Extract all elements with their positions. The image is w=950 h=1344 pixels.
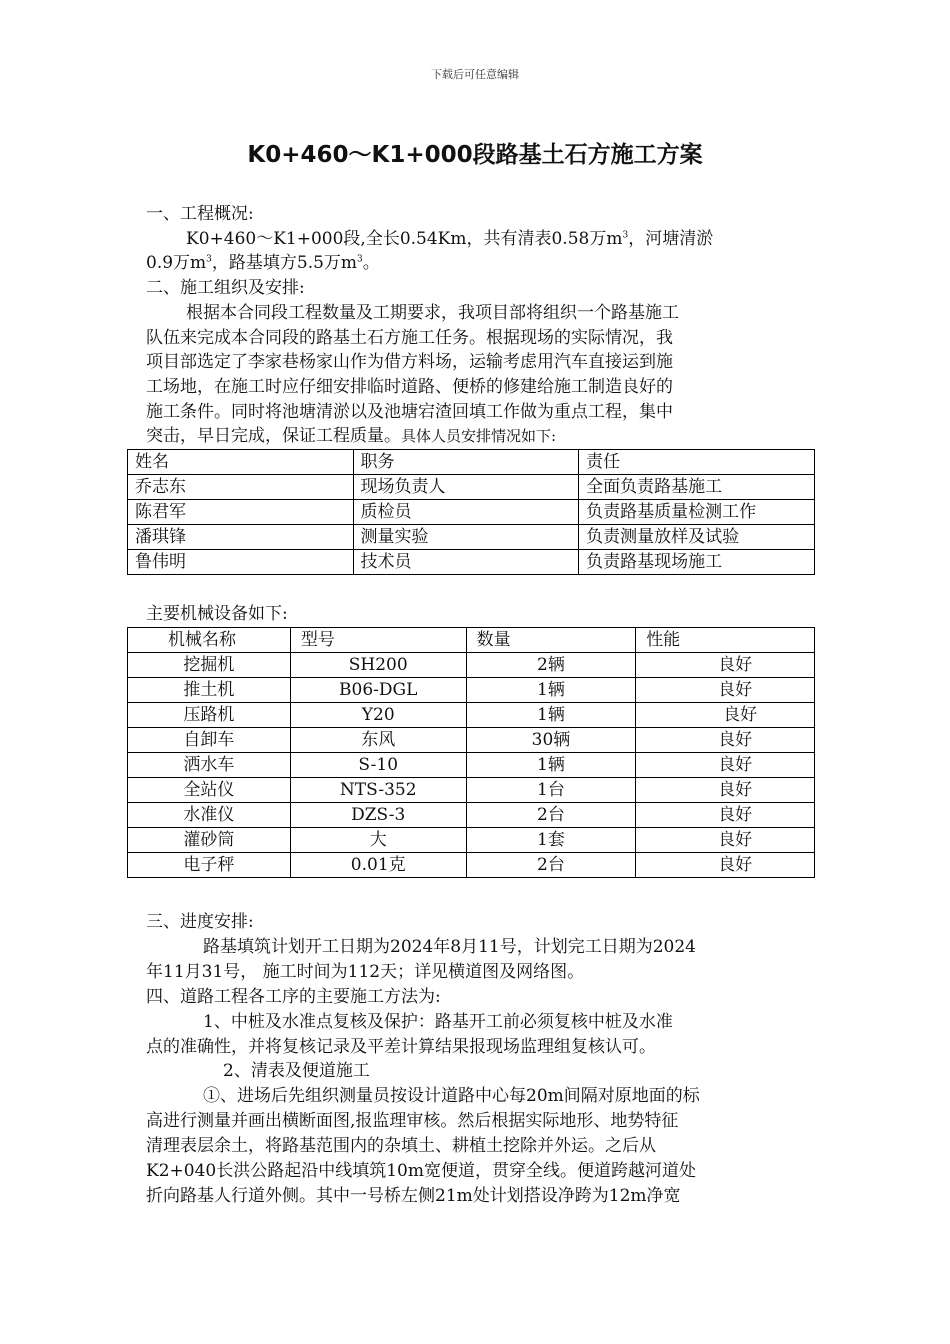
- table-cell: 陈君军: [128, 500, 354, 525]
- table-row: [128, 728, 815, 753]
- unit-superscript: 3: [622, 230, 629, 241]
- table-cell: Y20: [290, 703, 466, 728]
- sec4-p3-line: 清理表层余土，将路基范围内的杂填土、耕植土挖除并外运。之后从: [146, 1136, 656, 1156]
- table-row: [128, 500, 815, 525]
- table-cell: 洒水车: [128, 753, 291, 778]
- table-cell: 良好: [636, 778, 815, 803]
- table-cell: 全站仪: [128, 778, 291, 803]
- sec1-line2-a: 0.9万m: [146, 253, 207, 273]
- table-row: [128, 778, 815, 803]
- sec4-p3-line: 高进行测量并画出横断面图,报监理审核。然后根据实际地形、地势特征: [146, 1111, 679, 1131]
- sec4-p1-line2: 点的准确性，并将复核记录及平差计算结果报现场监理组复核认可。: [146, 1037, 656, 1057]
- table-header-cell: 性能: [636, 628, 815, 653]
- table-cell: NTS-352: [290, 778, 466, 803]
- table-cell: 良好: [636, 678, 815, 703]
- table-cell: 30辆: [466, 728, 636, 753]
- table-header-cell: 姓名: [128, 450, 354, 475]
- sec4-heading: 四、道路工程各工序的主要施工方法为:: [146, 987, 441, 1007]
- sec1-line1-end: ，河塘清淤: [628, 229, 714, 249]
- sec2-line-last: [146, 424, 556, 448]
- table-cell: 测量实验: [353, 525, 579, 550]
- sec2-line: 根据本合同段工程数量及工期要求，我项目部将组织一个路基施工: [186, 303, 679, 323]
- table-row: [128, 653, 815, 678]
- sec4-p3-line: 折向路基人行道外侧。其中一号桥左侧21m处计划搭设净跨为12m净宽: [146, 1186, 681, 1206]
- sec4-p3-line: K2+040长洪公路起沿中线填筑10m宽便道，贯穿全线。便道跨越河道处: [146, 1161, 696, 1181]
- table-cell: 技术员: [353, 550, 579, 575]
- table-cell: 良好: [636, 828, 815, 853]
- sec3-line1: 路基填筑计划开工日期为2024年8月11号，计划完工日期为2024: [203, 937, 696, 957]
- sec3-line2: 年11月31号， 施工时间为112天；详见横道图及网络图。: [146, 962, 585, 982]
- table-cell: 大: [290, 828, 466, 853]
- sec4-p3-line: ①、进场后先组织测量员按设计道路中心每20m间隔对原地面的标: [203, 1086, 700, 1106]
- sec2-line: 队伍来完成本合同段的路基土石方施工任务。根据现场的实际情况，我: [146, 328, 673, 348]
- table-header-row: [128, 450, 815, 475]
- table-row: [128, 475, 815, 500]
- table-cell: 2台: [466, 853, 636, 878]
- sec2-line: 工场地，在施工时应仔细安排临时道路、便桥的修建给施工制造良好的: [146, 377, 673, 397]
- table-cell: 2台: [466, 803, 636, 828]
- sec1-line1-text: K0+460～K1+000段,全长0.54Km，共有清表0.58万m: [186, 229, 623, 249]
- table-cell: 东风: [290, 728, 466, 753]
- table-cell: 全面负责路基施工: [579, 475, 815, 500]
- table-cell: 质检员: [353, 500, 579, 525]
- sec2-last-b: 具体人员安排情况如下:: [401, 427, 557, 445]
- unit-superscript: 3: [357, 254, 363, 265]
- sec2-line: 项目部选定了李家巷杨家山作为借方料场，运输考虑用汽车直接运到施: [146, 352, 673, 372]
- table-cell: 0.01克: [290, 853, 466, 878]
- table-cell: 1台: [466, 778, 636, 803]
- sec4-p1-line1: 1、中桩及水准点复核及保护：路基开工前必须复核中桩及水准: [203, 1012, 673, 1032]
- table-row: [128, 853, 815, 878]
- table-cell: 电子秤: [128, 853, 291, 878]
- table-cell: 1套: [466, 828, 636, 853]
- table-header-cell: 职务: [353, 450, 579, 475]
- equip-caption: 主要机械设备如下:: [146, 604, 288, 624]
- equipment-table: [127, 627, 815, 878]
- sec1-line2-c: 。: [362, 253, 380, 273]
- sec1-line2-b: ，路基填方5.5万m: [211, 253, 358, 273]
- sec1-heading: 一、工程概况:: [146, 204, 254, 224]
- table-cell: DZS-3: [290, 803, 466, 828]
- table-cell: 水准仪: [128, 803, 291, 828]
- table-row: [128, 678, 815, 703]
- table-header-cell: 型号: [290, 628, 466, 653]
- sec2-line: 施工条件。同时将池塘清淤以及池塘宕渣回填工作做为重点工程，集中: [146, 402, 673, 422]
- page-title: K0+460～K1+000段路基土石方施工方案: [247, 142, 703, 168]
- table-cell: 1辆: [466, 753, 636, 778]
- table-cell: S-10: [290, 753, 466, 778]
- table-row: [128, 753, 815, 778]
- table-row: [128, 828, 815, 853]
- table-cell: 良好: [636, 803, 815, 828]
- table-cell: 鲁伟明: [128, 550, 354, 575]
- table-header-cell: 机械名称: [128, 628, 291, 653]
- table-cell: 2辆: [466, 653, 636, 678]
- table-cell: SH200: [290, 653, 466, 678]
- table-cell: 灌砂筒: [128, 828, 291, 853]
- table-cell: 挖掘机: [128, 653, 291, 678]
- staff-table: [127, 449, 815, 575]
- table-cell: 负责测量放样及试验: [579, 525, 815, 550]
- table-cell: 自卸车: [128, 728, 291, 753]
- sec1-line2: [146, 251, 380, 275]
- table-cell: 乔志东: [128, 475, 354, 500]
- header-note: 下载后可任意编辑: [431, 68, 519, 81]
- table-header-row: [128, 628, 815, 653]
- table-cell: 1辆: [466, 703, 636, 728]
- table-cell: 推土机: [128, 678, 291, 703]
- table-cell: 良好: [636, 753, 815, 778]
- table-header-cell: 责任: [579, 450, 815, 475]
- table-cell: 良好: [636, 653, 815, 678]
- sec2-last-a: 突击，早日完成，保证工程质量。: [146, 426, 401, 446]
- table-cell: 1辆: [466, 678, 636, 703]
- unit-superscript: 3: [206, 254, 212, 265]
- sec1-line1: [186, 227, 713, 251]
- table-cell: 良好: [636, 853, 815, 878]
- sec3-heading: 三、进度安排:: [146, 912, 254, 932]
- table-cell: 良好: [636, 703, 815, 728]
- table-cell: 现场负责人: [353, 475, 579, 500]
- table-header-cell: 数量: [466, 628, 636, 653]
- sec2-heading: 二、施工组织及安排:: [146, 278, 305, 298]
- table-cell: 潘琪锋: [128, 525, 354, 550]
- sec4-p2: 2、清表及便道施工: [223, 1061, 370, 1081]
- table-row: [128, 803, 815, 828]
- table-cell: 压路机: [128, 703, 291, 728]
- table-cell: B06-DGL: [290, 678, 466, 703]
- table-row: [128, 550, 815, 575]
- table-row: [128, 703, 815, 728]
- table-cell: 负责路基质量检测工作: [579, 500, 815, 525]
- table-cell: 负责路基现场施工: [579, 550, 815, 575]
- table-row: [128, 525, 815, 550]
- table-cell: 良好: [636, 728, 815, 753]
